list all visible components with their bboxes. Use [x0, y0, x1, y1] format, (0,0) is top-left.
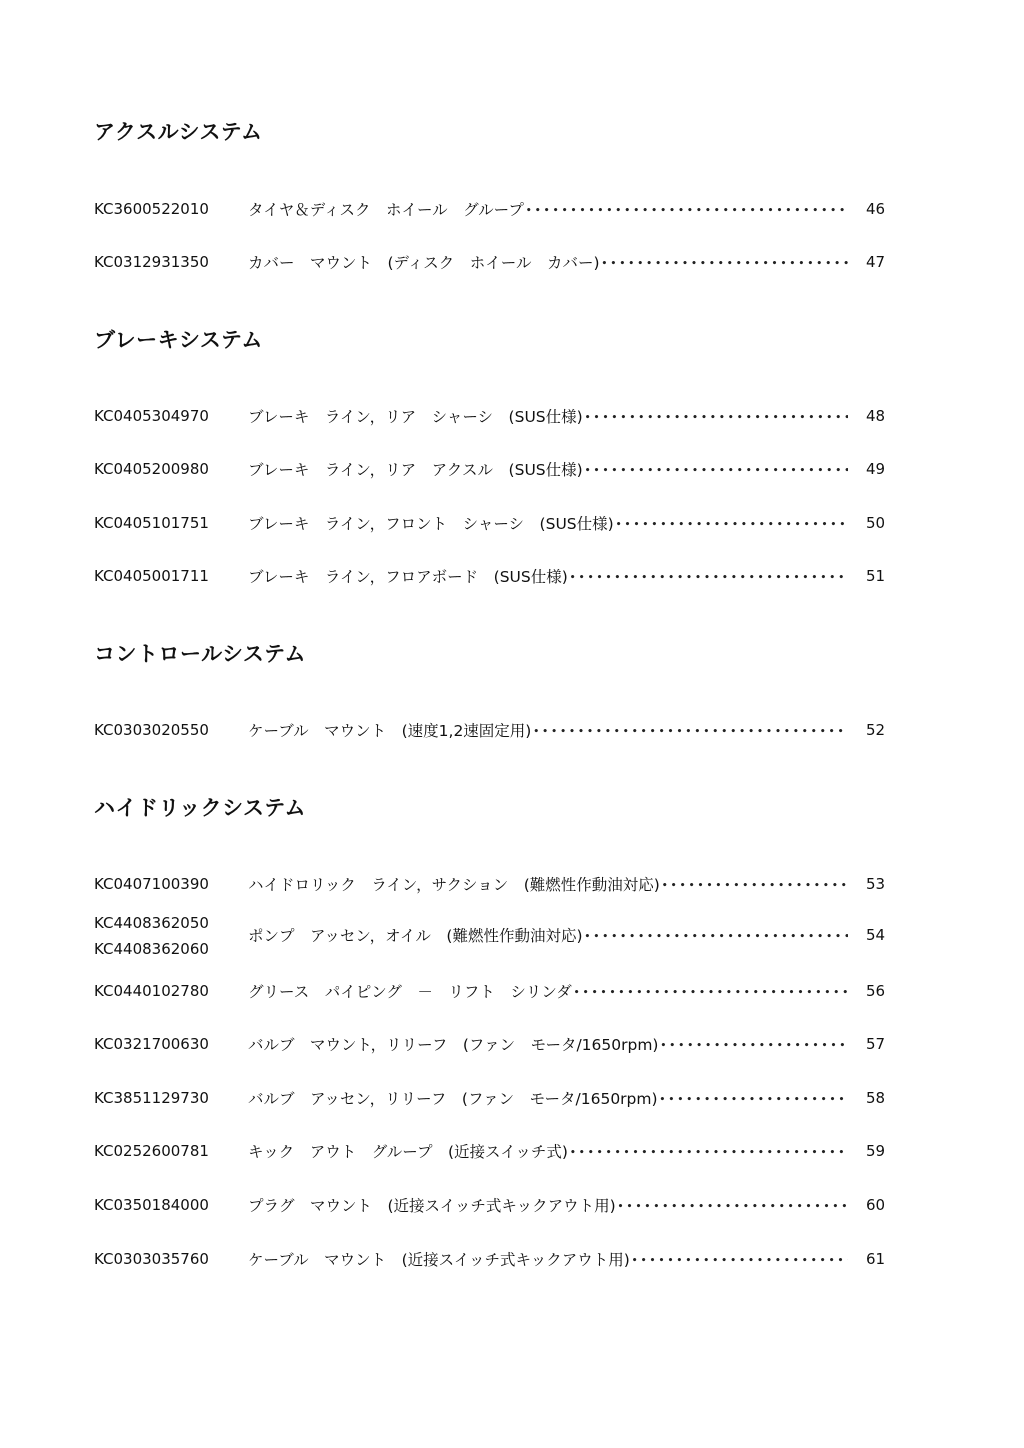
dot-leader: [602, 254, 848, 272]
list-item: [0, 249, 1024, 279]
part-code: KC3600522010: [94, 200, 209, 218]
part-description: ブレーキ ライン，フロント シャーシ (SUS仕様): [248, 515, 614, 533]
dot-leader: [585, 461, 848, 479]
part-code-cell: [94, 717, 239, 743]
list-item: [0, 1192, 1024, 1222]
part-code: KC0350184000: [94, 1196, 209, 1214]
part-description: プラグ マウント (近接スイッチ式キックアウト用): [248, 1197, 616, 1215]
part-code-cell: [94, 1085, 239, 1111]
leader-line: [248, 924, 848, 946]
page-number: 61: [866, 1250, 886, 1268]
part-code-cell: [94, 978, 239, 1004]
part-description: ブレーキ ライン，リア シャーシ (SUS仕様): [248, 408, 583, 426]
leader-line: [248, 1087, 848, 1109]
list-item: [0, 1031, 1024, 1061]
part-code: KC0405200980: [94, 460, 209, 478]
part-description: バルブ アッセン，リリーフ (ファン モータ/1650rpm): [248, 1090, 658, 1108]
leader-line: [248, 719, 848, 741]
dot-leader: [662, 876, 848, 894]
page-number: 47: [866, 253, 886, 271]
part-description: ケーブル マウント (近接スイッチ式キックアウト用): [248, 1251, 630, 1269]
list-item: [0, 196, 1024, 226]
list-item: [0, 717, 1024, 747]
section-title: ハイドリックシステム: [94, 796, 307, 820]
leader-line: [248, 980, 848, 1002]
page-number: 50: [866, 514, 886, 532]
dot-leader: [585, 408, 848, 426]
part-code-cell: [94, 1192, 239, 1218]
page-number: 46: [866, 200, 886, 218]
leader-line: [248, 512, 848, 534]
leader-line: [248, 1033, 848, 1055]
part-code: KC0312931350: [94, 253, 209, 271]
page-number: 51: [866, 567, 886, 585]
leader-line: [248, 198, 848, 220]
page-number: 54: [866, 926, 886, 944]
page-number: 49: [866, 460, 886, 478]
page-number: 48: [866, 407, 886, 425]
part-code-cell: [94, 871, 239, 897]
part-code: KC0407100390: [94, 875, 209, 893]
part-code: KC0405304970: [94, 407, 209, 425]
leader-line: [248, 873, 848, 895]
page-number: 52: [866, 721, 886, 739]
dot-leader: [660, 1036, 848, 1054]
leader-line: [248, 1140, 848, 1162]
list-item: [0, 1138, 1024, 1168]
list-item: [0, 910, 1024, 964]
page-number: 56: [866, 982, 886, 1000]
dot-leader: [616, 515, 848, 533]
page-number: 53: [866, 875, 886, 893]
part-code-cell: [94, 563, 239, 589]
dot-leader: [570, 568, 848, 586]
part-code: KC0303035760: [94, 1250, 209, 1268]
dot-leader: [660, 1090, 848, 1108]
dot-leader: [632, 1251, 848, 1269]
page-number: 58: [866, 1089, 886, 1107]
leader-line: [248, 565, 848, 587]
part-code-cell: [94, 1246, 239, 1272]
page-number: 60: [866, 1196, 886, 1214]
part-description: タイヤ＆ディスク ホイール グループ: [248, 201, 524, 219]
part-code: KC0252600781: [94, 1142, 209, 1160]
part-code: KC4408362050: [94, 914, 209, 932]
part-code-cell: [94, 910, 239, 962]
part-code: KC4408362060: [94, 940, 209, 958]
part-code-cell: [94, 403, 239, 429]
dot-leader: [585, 927, 849, 945]
part-code: KC3851129730: [94, 1089, 209, 1107]
part-description: バルブ マウント，リリーフ (ファン モータ/1650rpm): [248, 1036, 659, 1054]
list-item: [0, 1085, 1024, 1115]
leader-line: [248, 251, 848, 273]
dot-leader: [618, 1197, 848, 1215]
list-item: [0, 510, 1024, 540]
part-code-cell: [94, 510, 239, 536]
part-description: ポンプ アッセン，オイル (難燃性作動油対応): [248, 927, 583, 945]
part-code: KC0405101751: [94, 514, 209, 532]
part-code-cell: [94, 456, 239, 482]
list-item: [0, 871, 1024, 901]
list-item: [0, 563, 1024, 593]
part-description: キック アウト グループ (近接スイッチ式): [248, 1143, 568, 1161]
page-number: 59: [866, 1142, 886, 1160]
part-description: ケーブル マウント (速度1,2速固定用): [248, 722, 532, 740]
part-description: ブレーキ ライン，リア アクスル (SUS仕様): [248, 461, 583, 479]
list-item: [0, 456, 1024, 486]
section-title: アクスルシステム: [94, 120, 263, 144]
leader-line: [248, 1194, 848, 1216]
part-code: KC0321700630: [94, 1035, 209, 1053]
part-code-cell: [94, 1031, 239, 1057]
dot-leader: [570, 1143, 848, 1161]
leader-line: [248, 405, 848, 427]
dot-leader: [574, 983, 848, 1001]
section-title: コントロールシステム: [94, 642, 306, 666]
part-code: KC0440102780: [94, 982, 209, 1000]
page-number: 57: [866, 1035, 886, 1053]
part-code: KC0405001711: [94, 567, 209, 585]
list-item: [0, 1246, 1024, 1276]
leader-line: [248, 458, 848, 480]
part-description: ハイドロリック ライン，サクション (難燃性作動油対応): [248, 876, 660, 894]
section-title: ブレーキシステム: [94, 328, 263, 352]
leader-line: [248, 1248, 848, 1270]
dot-leader: [533, 722, 848, 740]
part-description: グリース パイピング － リフト シリンダ: [248, 983, 572, 1001]
part-code-cell: [94, 1138, 239, 1164]
part-description: ブレーキ ライン，フロアボード (SUS仕様): [248, 568, 568, 586]
part-code-cell: [94, 196, 239, 222]
part-description: カバー マウント (ディスク ホイール カバー): [248, 254, 600, 272]
dot-leader: [526, 201, 848, 219]
part-code-cell: [94, 249, 239, 275]
list-item: [0, 978, 1024, 1008]
list-item: [0, 403, 1024, 433]
part-code: KC0303020550: [94, 721, 209, 739]
